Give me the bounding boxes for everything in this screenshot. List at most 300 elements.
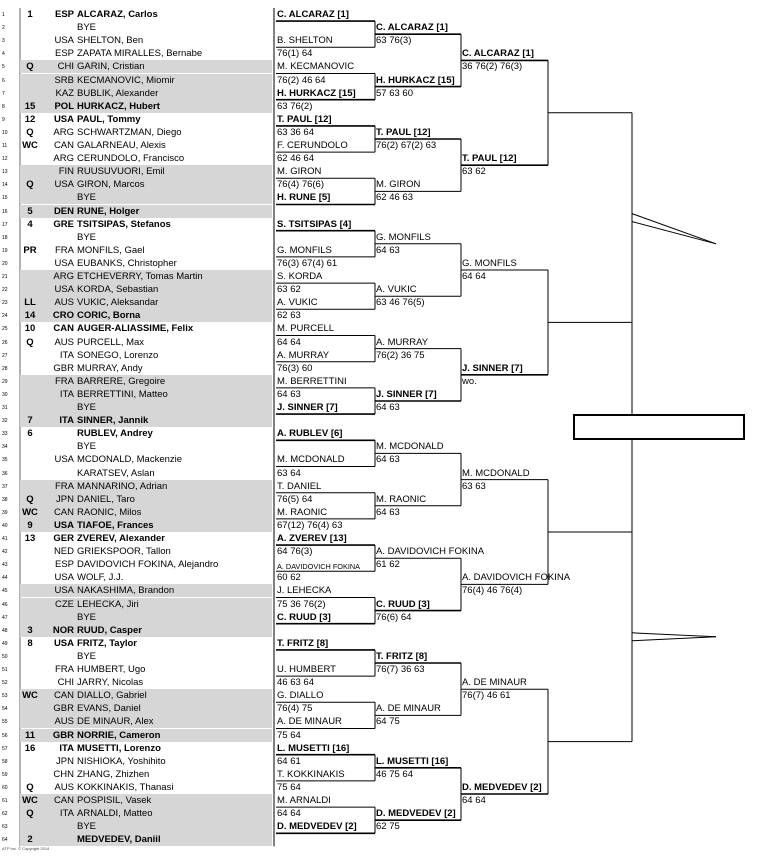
draw-position: 59 — [2, 771, 8, 778]
player-nation: GER — [53, 533, 74, 544]
player-name: SHELTON, Ben — [77, 35, 144, 47]
r4-winner: C. ALCARAZ [1] — [462, 48, 534, 60]
player-name: HURKACZ, Hubert — [77, 100, 160, 112]
player-name: GIRON, Marcos — [77, 179, 145, 191]
draw-position: 63 — [2, 824, 8, 831]
draw-position: 57 — [2, 745, 8, 752]
r3-winner: M. MCDONALD — [376, 441, 444, 453]
draw-position: 52 — [2, 680, 8, 687]
draw-position: 64 — [2, 837, 8, 844]
r4-score: 76(4) 46 76(4) — [462, 585, 523, 597]
r3-score: 76(2) 36 75 — [376, 349, 425, 361]
player-name: DIALLO, Gabriel — [77, 690, 147, 702]
seed-number: 8 — [27, 637, 33, 649]
player-nation: ESP — [54, 559, 74, 571]
player-name: DANIEL, Taro — [77, 493, 135, 505]
entry-status: Q — [26, 61, 34, 73]
r2-score: 76(4) 76(6) — [277, 179, 324, 191]
player-name: EVANS, Daniel — [77, 703, 141, 715]
draw-position: 41 — [2, 536, 8, 542]
draw-position: 13 — [2, 169, 8, 176]
draw-position: 2 — [2, 25, 5, 32]
player-name: LEHECKA, Jiri — [77, 598, 139, 610]
player-nation: USA — [54, 284, 74, 296]
r2-winner: M. RAONIC — [277, 506, 328, 518]
player-name: ZHANG, Zhizhen — [77, 768, 150, 780]
r2-score: 60 62 — [277, 572, 301, 584]
player-nation: FIN — [58, 166, 74, 178]
player-nation: ESP — [54, 48, 74, 60]
sf-line — [632, 222, 716, 244]
player-name: GARIN, Cristian — [77, 61, 145, 73]
entry-status: Q — [26, 808, 34, 820]
player-name: KECMANOVIC, Miomir — [77, 74, 175, 86]
draw-position: 48 — [2, 627, 8, 634]
player-name: VUKIC, Aleksandar — [77, 297, 159, 309]
player-name: HUMBERT, Ugo — [77, 664, 146, 675]
r2-winner: C. RUUD [3] — [277, 611, 331, 623]
player-name: AUGER-ALIASSIME, Felix — [77, 323, 194, 335]
player-nation: CHI — [57, 677, 74, 689]
player-nation: FRA — [55, 375, 74, 387]
r3-score: 63 46 76(5) — [376, 297, 425, 309]
player-nation: USA — [54, 179, 74, 191]
r3-winner: A. DAVIDOVICH FOKINA — [376, 546, 485, 558]
r2-score: 63 36 64 — [277, 126, 314, 138]
r2-score: 76(3) 60 — [277, 362, 313, 374]
player-nation: FRA — [55, 480, 74, 492]
draw-position: 58 — [2, 758, 8, 765]
player-nation: ITA — [59, 388, 74, 400]
r3-winner: A. MURRAY — [376, 336, 429, 348]
draw-position: 14 — [2, 182, 8, 189]
r3-score: 61 62 — [376, 559, 400, 571]
r2-score: 67(12) 76(4) 63 — [277, 519, 343, 531]
r2-score: 76(4) 75 — [277, 703, 313, 715]
seed-number: 4 — [27, 218, 33, 230]
r2-winner: M. GIRON — [277, 166, 322, 178]
player-nation: FRA — [55, 244, 74, 256]
seed-number: 14 — [24, 310, 36, 322]
r2-score: 75 64 — [277, 729, 301, 741]
draw-position: 30 — [2, 391, 8, 398]
draw-position: 23 — [2, 300, 8, 307]
r3-score: 64 75 — [376, 716, 400, 728]
player-nation: NOR — [52, 624, 74, 636]
player-nation: AUS — [54, 781, 74, 793]
r2-winner: M. PURCELL — [277, 323, 335, 335]
r2-winner: H. RUNE [5] — [277, 192, 331, 204]
bye-entry: BYE — [77, 441, 97, 453]
player-nation: GBR — [53, 703, 74, 715]
draw-position: 43 — [2, 562, 8, 569]
player-name: FRITZ, Taylor — [77, 637, 137, 649]
player-name: SCHWARTZMAN, Diego — [77, 126, 182, 138]
draw-position: 37 — [2, 483, 8, 490]
player-name: TSITSIPAS, Stefanos — [77, 218, 171, 230]
draw-position: 9 — [2, 116, 5, 123]
r2-score: 46 63 64 — [277, 677, 314, 689]
player-nation: CAN — [53, 795, 74, 806]
r2-score: 63 64 — [277, 467, 301, 479]
r3-score: 46 75 64 — [376, 768, 413, 780]
entry-status: LL — [24, 297, 36, 309]
player-name: RUUD, Casper — [77, 624, 142, 636]
draw-position: 51 — [2, 667, 8, 673]
draw-position: 31 — [2, 405, 8, 411]
player-nation: POL — [54, 100, 74, 112]
player-nation: USA — [53, 519, 74, 531]
player-name: NISHIOKA, Yoshihito — [77, 755, 166, 767]
draw-position: 15 — [2, 195, 8, 202]
r4-winner: T. PAUL [12] — [462, 153, 517, 165]
r2-score: 64 64 — [277, 808, 301, 820]
r4-score: wo. — [462, 375, 477, 387]
player-name: EUBANKS, Christopher — [77, 257, 177, 269]
r2-score: 76(1) 64 — [277, 48, 313, 60]
seed-number: 6 — [27, 428, 33, 440]
r2-score: 63 76(2) — [277, 100, 313, 112]
r4-winner: M. MCDONALD — [462, 467, 530, 479]
player-nation: AUS — [54, 336, 74, 348]
r3-score: 64 63 — [376, 506, 400, 518]
player-nation: ARG — [53, 153, 74, 165]
draw-position: 47 — [2, 614, 8, 621]
r2-winner: J. LEHECKA — [277, 585, 332, 597]
draw-position: 40 — [2, 522, 8, 529]
r2-winner: M. KECMANOVIC — [277, 61, 355, 73]
bye-entry: BYE — [77, 402, 97, 413]
r2-score: 76(3) 67(4) 61 — [277, 257, 338, 269]
r2-score: 64 63 — [277, 388, 301, 400]
player-nation: ARG — [53, 126, 74, 138]
player-name: KOKKINAKIS, Thanasi — [77, 781, 174, 793]
copyright-note: ATP Inc. © Copyright 2014 — [2, 846, 50, 851]
player-nation: USA — [54, 454, 74, 466]
player-name: GALARNEAU, Alexis — [77, 140, 166, 151]
player-name: RUNE, Holger — [77, 205, 140, 217]
entry-status: Q — [26, 336, 34, 348]
r2-winner: U. HUMBERT — [277, 664, 336, 675]
r2-score: 62 63 — [277, 310, 301, 322]
r4-winner: A. DAVIDOVICH FOKINA — [462, 572, 571, 584]
draw-position: 19 — [2, 247, 8, 254]
player-nation: CAN — [53, 140, 74, 151]
r3-winner: L. MUSETTI [16] — [376, 755, 449, 767]
draw-position: 6 — [2, 77, 5, 84]
r3-score: 76(2) 67(2) 63 — [376, 140, 437, 151]
r3-score: 76(7) 36 63 — [376, 664, 425, 675]
entry-status: Q — [26, 126, 34, 138]
r2-winner: C. ALCARAZ [1] — [277, 9, 349, 20]
player-nation: CZE — [55, 598, 74, 610]
player-nation: USA — [54, 585, 74, 597]
bye-entry: BYE — [77, 22, 97, 34]
seed-number: 11 — [24, 729, 36, 741]
r2-winner: M. ARNALDI — [277, 795, 331, 806]
r3-score: 57 63 60 — [376, 87, 413, 99]
player-nation: ITA — [59, 415, 74, 427]
player-name: TIAFOE, Frances — [77, 519, 154, 531]
r2-score: 64 76(3) — [277, 546, 313, 558]
draw-position: 61 — [2, 798, 8, 804]
seed-number: 9 — [27, 519, 33, 531]
entry-status: WC — [22, 506, 38, 518]
player-name: RUBLEV, Andrey — [77, 428, 153, 440]
bye-entry: BYE — [77, 192, 97, 204]
r2-score: 75 36 76(2) — [277, 598, 326, 610]
seed-number: 13 — [24, 533, 36, 544]
player-name: KARATSEV, Aslan — [77, 467, 155, 479]
player-name: MUSETTI, Lorenzo — [77, 742, 161, 754]
player-nation: ITA — [59, 349, 74, 361]
player-nation: JPN — [56, 755, 74, 767]
draw-position: 54 — [2, 706, 8, 713]
player-nation: KAZ — [55, 87, 74, 99]
seed-number: 7 — [27, 415, 33, 427]
player-nation: GRE — [53, 218, 74, 230]
bye-entry: BYE — [77, 821, 97, 833]
r4-score: 36 76(2) 76(3) — [462, 61, 523, 73]
draw-position: 38 — [2, 496, 8, 503]
r3-winner: D. MEDVEDEV [2] — [376, 808, 456, 820]
draw-position: 62 — [2, 811, 8, 818]
draw-position: 46 — [2, 601, 8, 608]
draw-position: 56 — [2, 732, 8, 739]
draw-position: 45 — [2, 588, 8, 595]
player-nation: CHN — [53, 768, 74, 780]
player-name: SINNER, Jannik — [77, 415, 149, 427]
player-name: PURCELL, Max — [77, 336, 145, 348]
player-name: NAKASHIMA, Brandon — [77, 585, 175, 597]
r4-winner: D. MEDVEDEV [2] — [462, 781, 542, 793]
player-name: MANNARINO, Adrian — [77, 480, 168, 492]
r2-winner: J. SINNER [7] — [277, 402, 338, 413]
r4-score: 76(7) 46 61 — [462, 690, 511, 702]
r2-winner: A. RUBLEV [6] — [277, 428, 343, 440]
r3-winner: T. PAUL [12] — [376, 126, 431, 138]
r3-winner: T. FRITZ [8] — [376, 650, 428, 662]
player-nation: USA — [54, 257, 74, 269]
player-name: BUBLIK, Alexander — [77, 87, 159, 99]
draw-position: 4 — [2, 51, 5, 58]
r4-winner: G. MONFILS — [462, 257, 517, 269]
draw-position: 8 — [2, 103, 5, 110]
row-shade — [20, 191, 272, 204]
r2-score: 63 62 — [277, 284, 301, 296]
r2-score: 76(5) 64 — [277, 493, 313, 505]
player-name: ZAPATA MIRALLES, Bernabe — [77, 48, 203, 60]
player-name: POSPISIL, Vasek — [77, 795, 152, 806]
entry-status: WC — [22, 690, 38, 702]
r2-winner: G. MONFILS — [277, 244, 332, 256]
bye-entry: BYE — [77, 650, 97, 662]
player-nation: FRA — [55, 664, 74, 675]
r3-winner: C. ALCARAZ [1] — [376, 22, 448, 34]
player-nation: USA — [53, 113, 74, 125]
r3-winner: A. VUKIC — [376, 284, 417, 296]
draw-position: 26 — [2, 339, 8, 346]
r2-score: 62 46 64 — [277, 153, 314, 165]
draw-position: 50 — [2, 653, 8, 660]
r3-score: 63 76(3) — [376, 35, 412, 47]
player-nation: AUS — [54, 716, 74, 728]
player-name: PAUL, Tommy — [77, 113, 141, 125]
sf-line — [632, 637, 716, 641]
draw-position: 20 — [2, 260, 8, 267]
draw-position: 32 — [2, 418, 8, 425]
r3-score: 62 46 63 — [376, 192, 413, 204]
player-nation: USA — [53, 637, 74, 649]
draw-position: 10 — [2, 129, 8, 136]
r2-winner: T. DANIEL — [277, 480, 322, 492]
r3-winner: M. GIRON — [376, 179, 421, 191]
r3-winner: C. RUUD [3] — [376, 598, 430, 610]
player-nation: USA — [54, 35, 74, 47]
r2-winner: S. TSITSIPAS [4] — [277, 218, 352, 230]
draw-position: 11 — [2, 143, 8, 149]
player-name: ETCHEVERRY, Tomas Martin — [77, 271, 203, 282]
player-name: MCDONALD, Mackenzie — [77, 454, 183, 466]
row-shade — [20, 611, 272, 624]
player-name: DAVIDOVICH FOKINA, Alejandro — [77, 559, 219, 571]
champion-box — [573, 414, 745, 440]
seed-number: 5 — [27, 205, 33, 217]
player-name: ARNALDI, Matteo — [77, 808, 153, 820]
draw-position: 49 — [2, 640, 8, 647]
r2-winner: G. DIALLO — [277, 690, 324, 702]
player-name: WOLF, J.J. — [77, 572, 124, 584]
r2-winner: T. KOKKINAKIS — [277, 768, 345, 780]
r3-winner: J. SINNER [7] — [376, 388, 437, 400]
entry-status: Q — [26, 781, 34, 793]
player-name: ALCARAZ, Carlos — [77, 9, 158, 20]
draw-position: 12 — [2, 156, 8, 163]
player-nation: ESP — [54, 9, 74, 20]
draw-position: 60 — [2, 784, 8, 791]
draw-position: 27 — [2, 352, 8, 359]
bye-entry: BYE — [77, 611, 97, 623]
r2-score: 64 61 — [277, 755, 301, 767]
r2-winner: H. HURKACZ [15] — [277, 87, 356, 99]
player-nation: CAN — [53, 506, 74, 518]
draw-position: 44 — [2, 575, 8, 582]
r2-winner: F. CERUNDOLO — [277, 140, 348, 151]
draw-position: 22 — [2, 287, 8, 294]
draw-position: 25 — [2, 326, 8, 333]
r2-winner: A. DE MINAUR — [277, 716, 342, 728]
draw-position: 53 — [2, 693, 8, 700]
seed-number: 15 — [24, 100, 36, 112]
r3-score: 76(6) 64 — [376, 611, 412, 623]
r2-winner: A. MURRAY — [277, 349, 330, 361]
sf-line — [632, 214, 716, 244]
draw-position: 7 — [2, 90, 5, 97]
entry-status: PR — [23, 244, 37, 256]
r4-score: 64 64 — [462, 795, 486, 806]
r2-winner: A. VUKIC — [277, 297, 318, 309]
r2-score: 76(2) 46 64 — [277, 74, 326, 86]
sf-line — [632, 633, 716, 637]
player-nation: DEN — [53, 205, 74, 217]
draw-position: 36 — [2, 470, 8, 477]
r4-winner: J. SINNER [7] — [462, 362, 523, 374]
entry-status: WC — [22, 140, 38, 151]
draw-position: 34 — [2, 444, 8, 451]
player-name: CERUNDOLO, Francisco — [77, 153, 185, 165]
draw-position: 35 — [2, 457, 8, 464]
player-nation: GBR — [52, 729, 74, 741]
draw-position: 24 — [2, 313, 8, 320]
r2-winner: D. MEDVEDEV [2] — [277, 821, 357, 833]
r2-winner: A. ZVEREV [13] — [277, 533, 347, 544]
player-nation: SRB — [54, 74, 74, 86]
player-nation: ITA — [59, 742, 74, 754]
player-nation: USA — [54, 572, 74, 584]
draw-position: 28 — [2, 365, 8, 372]
r3-winner: H. HURKACZ [15] — [376, 74, 455, 86]
draw-position: 33 — [2, 431, 8, 438]
draw-position: 21 — [2, 274, 8, 280]
r4-winner: A. DE MINAUR — [462, 677, 527, 689]
player-nation: ARG — [53, 271, 74, 282]
player-name: RUUSUVUORI, Emil — [77, 166, 165, 178]
draw-position: 3 — [2, 38, 5, 45]
player-nation: JPN — [56, 493, 74, 505]
player-name: MONFILS, Gael — [77, 244, 145, 256]
player-nation: GBR — [53, 362, 74, 374]
player-name: NORRIE, Cameron — [77, 729, 161, 741]
r2-score: 64 64 — [277, 336, 301, 348]
player-nation: AUS — [54, 297, 74, 309]
player-name: DE MINAUR, Alex — [77, 716, 154, 728]
r2-winner: A. DAVIDOVICH FOKINA — [277, 562, 360, 572]
r3-winner: M. RAONIC — [376, 493, 427, 505]
player-name: RAONIC, Milos — [77, 506, 142, 518]
r4-score: 63 62 — [462, 166, 486, 178]
draw-position: 39 — [2, 509, 8, 516]
player-name: SONEGO, Lorenzo — [77, 349, 159, 361]
seed-number: 3 — [27, 624, 33, 636]
draw-position: 29 — [2, 378, 8, 385]
player-nation: CAN — [53, 690, 74, 702]
r3-winner: A. DE MINAUR — [376, 703, 441, 715]
entry-status: WC — [22, 795, 38, 806]
r2-winner: M. MCDONALD — [277, 454, 345, 466]
seed-number: 10 — [24, 323, 36, 335]
player-name: KORDA, Sebastian — [77, 284, 159, 296]
player-name: ZVEREV, Alexander — [77, 533, 166, 544]
r2-winner: L. MUSETTI [16] — [277, 742, 350, 754]
player-nation: CRO — [52, 310, 74, 322]
draw-position: 18 — [2, 234, 8, 241]
draw-position: 55 — [2, 719, 8, 726]
r2-winner: T. PAUL [12] — [277, 113, 332, 125]
player-name: BARRERE, Gregoire — [77, 375, 166, 387]
draw-position: 1 — [2, 12, 5, 18]
player-name: JARRY, Nicolas — [77, 677, 144, 689]
player-nation: CAN — [53, 323, 74, 335]
player-name: BERRETTINI, Matteo — [77, 388, 168, 400]
r4-score: 63 63 — [462, 480, 486, 492]
seed-number: 2 — [27, 834, 33, 846]
row-shade — [20, 820, 272, 833]
r3-score: 64 63 — [376, 244, 400, 256]
draw-position: 17 — [2, 221, 8, 228]
player-nation: NED — [53, 546, 74, 558]
draw-position: 16 — [2, 208, 8, 215]
player-name: MEDVEDEV, Daniil — [77, 834, 161, 846]
